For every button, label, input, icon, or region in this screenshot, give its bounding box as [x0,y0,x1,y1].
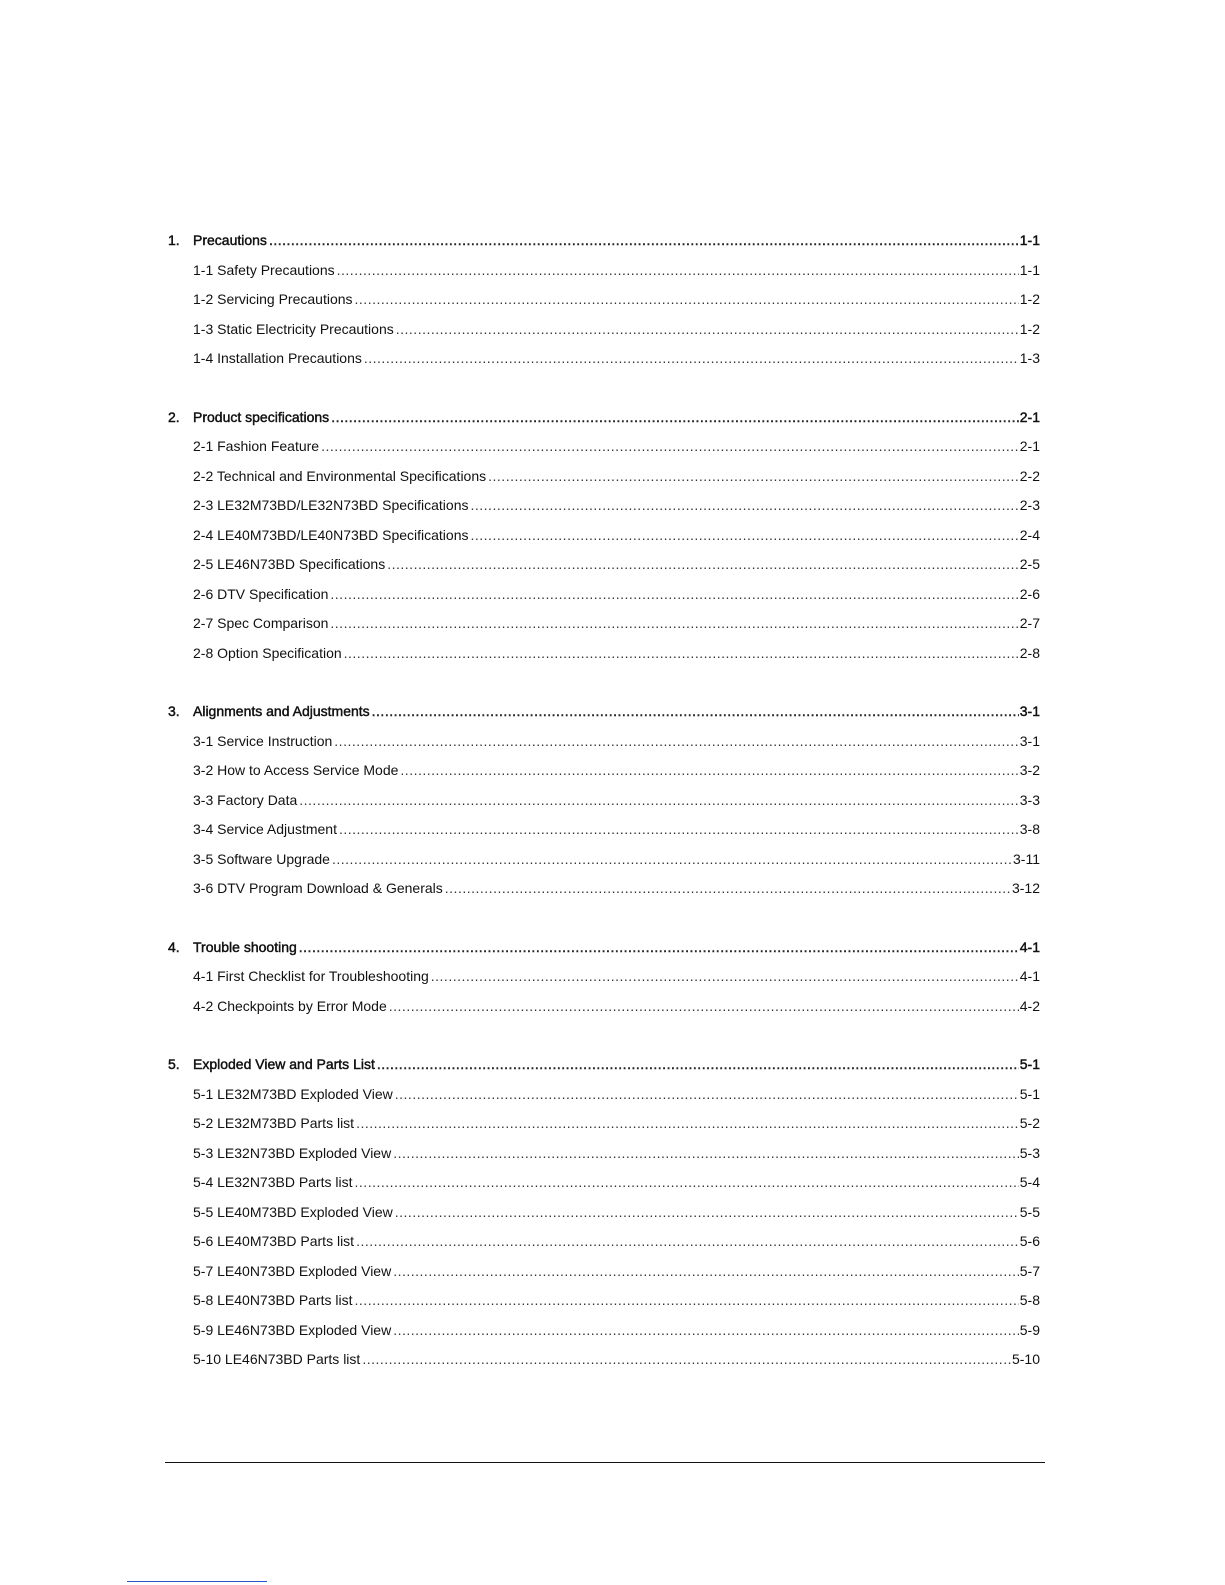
dot-leader [445,874,1011,904]
page-number: 1-2 [1019,320,1040,337]
dot-leader [488,462,1019,492]
dot-leader [344,639,1019,669]
entry-title: 3-2 How to Access Service Mode [193,762,399,778]
dot-leader [299,786,1019,816]
page-number: 5-4 [1019,1174,1040,1190]
page-number: 5-1 [1019,1056,1040,1072]
toc-entry[interactable] [168,550,1040,580]
entry-title: 3-3 Factory Data [193,791,298,808]
page-number: 3-3 [1019,791,1040,808]
entry-title: 2-3 LE32M73BD/LE32N73BD Specifications [193,497,469,513]
toc-heading[interactable] [168,403,1040,433]
entry-title: 2-4 LE40M73BD/LE40N73BD Specifications [193,526,469,543]
dot-leader [321,432,1019,462]
toc-entry[interactable] [168,1345,1040,1375]
entry-title: 5-7 LE40N73BD Exploded View [193,1262,392,1279]
page-number: 3-1 [1019,732,1040,749]
toc-entry[interactable] [168,491,1040,521]
page-number: 5-10 [1011,1351,1040,1367]
dot-leader [389,992,1019,1022]
page-number: 2-1 [1019,408,1040,425]
page-number: 2-8 [1019,644,1040,661]
toc-section-product-specifications [168,403,1040,669]
toc-section-trouble-shooting [168,933,1040,1022]
toc-entry[interactable] [168,992,1040,1022]
page-number: 5-3 [1019,1144,1040,1161]
toc-entry[interactable] [168,1286,1040,1316]
page-number: 3-1 [1019,703,1040,719]
dot-leader [396,315,1019,345]
entry-title: 1-1 Safety Precautions [193,261,335,278]
page-number: 1-1 [1019,232,1040,248]
entry-title: 2-7 Spec Comparison [193,615,329,631]
toc-entry[interactable] [168,1198,1040,1228]
toc-entry[interactable] [168,521,1040,551]
toc-heading[interactable] [168,226,1040,256]
dot-leader [393,1139,1019,1169]
table-of-contents [168,226,1040,1375]
dot-leader [337,256,1019,286]
entry-title: 5-10 LE46N73BD Parts list [193,1351,361,1367]
toc-heading[interactable] [168,697,1040,727]
dot-leader [471,491,1019,521]
toc-heading[interactable] [168,933,1040,963]
entry-title: 5-2 LE32M73BD Parts list [193,1115,355,1131]
section-number: 1. [168,232,180,248]
toc-entry[interactable] [168,256,1040,286]
page-number: 5-1 [1019,1085,1040,1102]
toc-entry[interactable] [168,1080,1040,1110]
entry-title: 2-1 Fashion Feature [193,438,320,454]
toc-entry[interactable] [168,639,1040,669]
toc-entry[interactable] [168,1139,1040,1169]
page-number: 1-2 [1019,291,1040,307]
toc-entry[interactable] [168,1109,1040,1139]
page-number: 2-7 [1019,615,1040,631]
entry-title: 1-2 Servicing Precautions [193,291,353,307]
section-number: 3. [168,703,180,719]
section-title: Exploded View and Parts List [193,1056,375,1072]
entry-title: 4-1 First Checklist for Troubleshooting [193,968,429,984]
dot-leader [299,933,1019,963]
dot-leader [356,1227,1019,1257]
entry-title: 3-4 Service Adjustment [193,821,337,837]
section-title: Trouble shooting [193,938,297,955]
toc-entry[interactable] [168,874,1040,904]
toc-entry[interactable] [168,432,1040,462]
dot-leader [395,1198,1019,1228]
dot-leader [269,226,1019,256]
toc-entry[interactable] [168,1168,1040,1198]
dot-leader [362,1345,1011,1375]
dot-leader [334,727,1018,757]
toc-entry[interactable] [168,1316,1040,1346]
toc-entry[interactable] [168,344,1040,374]
entry-title: 3-6 DTV Program Download & Generals [193,880,443,896]
toc-entry[interactable] [168,580,1040,610]
section-title: Alignments and Adjustments [193,703,370,719]
page-number: 4-2 [1019,997,1040,1014]
page-number: 2-2 [1019,467,1040,484]
section-number: 5. [168,1056,180,1072]
toc-entry[interactable] [168,756,1040,786]
section-title: Precautions [193,232,267,248]
toc-entry[interactable] [168,1257,1040,1287]
page-number: 5-7 [1019,1262,1040,1279]
page-number: 2-5 [1019,556,1040,572]
dot-leader [387,550,1019,580]
dot-leader [356,1109,1019,1139]
entry-title: 5-3 LE32N73BD Exploded View [193,1144,392,1161]
section-title: Product specifications [193,408,330,425]
dot-leader [355,285,1019,315]
page-number: 5-8 [1019,1292,1040,1308]
bottom-edge-mark [127,1581,267,1582]
toc-heading[interactable] [168,1050,1040,1080]
toc-entry[interactable] [168,462,1040,492]
toc-entry[interactable] [168,962,1040,992]
entry-title: 3-5 Software Upgrade [193,850,330,867]
dot-leader [331,403,1019,433]
toc-entry[interactable] [168,727,1040,757]
dot-leader [339,815,1019,845]
page-number: 2-3 [1019,497,1040,513]
footer-divider [165,1462,1045,1463]
page-number: 1-1 [1019,261,1040,278]
dot-leader [377,1050,1019,1080]
page-number: 3-2 [1019,762,1040,778]
page-number: 2-6 [1019,585,1040,602]
dot-leader [400,756,1018,786]
entry-title: 1-3 Static Electricity Precautions [193,320,394,337]
toc-entry[interactable] [168,609,1040,639]
section-number: 4. [168,938,180,955]
entry-title: 1-4 Installation Precautions [193,350,362,366]
page-number: 4-1 [1019,968,1040,984]
dot-leader [332,845,1012,875]
dot-leader [393,1257,1019,1287]
page-number: 5-2 [1019,1115,1040,1131]
entry-title: 5-6 LE40M73BD Parts list [193,1233,355,1249]
page-number: 3-11 [1013,850,1040,867]
toc-section-alignments-and-adjustments [168,697,1040,904]
page-number: 2-1 [1019,438,1040,454]
entry-title: 5-1 LE32M73BD Exploded View [193,1085,393,1102]
dot-leader [330,580,1018,610]
entry-title: 4-2 Checkpoints by Error Mode [193,997,387,1014]
toc-entry[interactable] [168,315,1040,345]
entry-title: 5-8 LE40N73BD Parts list [193,1292,353,1308]
dot-leader [395,1080,1019,1110]
toc-section-precautions [168,226,1040,374]
dot-leader [355,1168,1019,1198]
entry-title: 2-2 Technical and Environmental Specifications [193,467,487,484]
entry-title: 2-5 LE46N73BD Specifications [193,556,386,572]
toc-section-exploded-view-and-parts-list [168,1050,1040,1375]
page-number: 3-8 [1019,821,1040,837]
toc-entry[interactable] [168,786,1040,816]
dot-leader [364,344,1019,374]
entry-title: 2-6 DTV Specification [193,585,329,602]
dot-leader [431,962,1019,992]
toc-entry[interactable] [168,845,1040,875]
page-number: 4-1 [1019,938,1040,955]
dot-leader [393,1316,1019,1346]
entry-title: 5-4 LE32N73BD Parts list [193,1174,353,1190]
section-number: 2. [168,408,180,425]
entry-title: 5-5 LE40M73BD Exploded View [193,1203,393,1220]
page-number: 2-4 [1019,526,1040,543]
entry-title: 2-8 Option Specification [193,644,342,661]
toc-entry[interactable] [168,815,1040,845]
dot-leader [471,521,1019,551]
page-number: 5-6 [1019,1233,1040,1249]
entry-title: 3-1 Service Instruction [193,732,333,749]
dot-leader [355,1286,1019,1316]
page-number: 5-5 [1019,1203,1040,1220]
page-number: 1-3 [1019,350,1040,366]
dot-leader [330,609,1018,639]
page-number: 3-12 [1011,880,1040,896]
dot-leader [372,697,1019,727]
toc-entry[interactable] [168,1227,1040,1257]
page-number: 5-9 [1019,1321,1040,1338]
entry-title: 5-9 LE46N73BD Exploded View [193,1321,392,1338]
toc-entry[interactable] [168,285,1040,315]
